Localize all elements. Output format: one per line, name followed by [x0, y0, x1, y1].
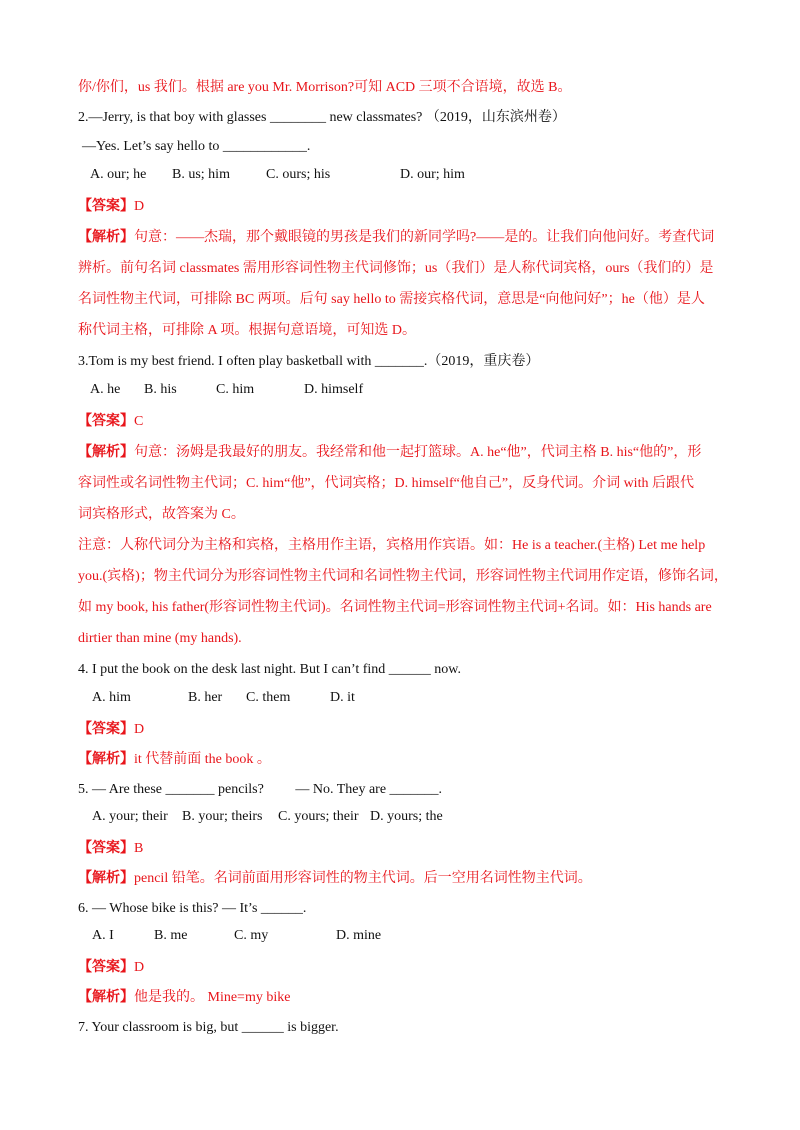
q5-option-a: A. your; their [92, 809, 168, 824]
analysis-label: 【解析】 [78, 230, 134, 245]
q3-analysis-line-3: 词宾格形式，故答案为 C。 [78, 507, 245, 522]
q4-option-b: B. her [188, 690, 223, 705]
q5-stem-line-1: 5. — Are these _______ pencils? — No. They are _______. [78, 782, 443, 797]
q2-stem-line-2: —Yes. Let’s say hello to ____________. [82, 139, 311, 154]
q3-stem-line-1: 3.Tom is my best friend. I often play basketball with _______.（2019，重庆卷） [78, 354, 540, 369]
q3-analysis-text-1: 句意：汤姆是我最好的朋友。我经常和他一起打篮球。A. he“他”，代词主格 B. his“他的”，形 [134, 445, 702, 460]
analysis-label: 【解析】 [78, 752, 134, 767]
q2-option-d: D. our; him [400, 167, 465, 182]
q4-analysis-line-1 [78, 750, 271, 770]
q6-answer-value: D [134, 960, 145, 975]
q3-analysis-line-1 [78, 443, 701, 463]
q3-note-line-3: 如 my book, his father(形容词性物主代词)。名词性物主代词=形容词性物主代词+名词。如：His hands are [78, 600, 712, 615]
q2-analysis-line-3: 名词性物主代词，可排除 BC 两项。后句 say hello to 需接宾格代词，意思是“向他问好”；he（他）是人 [78, 292, 705, 307]
answer-label: 【答案】 [78, 960, 134, 975]
q2-answer [78, 197, 144, 217]
answer-label: 【答案】 [78, 722, 134, 737]
q3-note-line-4: dirtier than mine (my hands). [78, 631, 242, 646]
answer-label: 【答案】 [78, 841, 134, 856]
answer-label: 【答案】 [78, 414, 134, 429]
q7-stem-line-1: 7. Your classroom is big, but ______ is bigger. [78, 1020, 339, 1035]
q2-option-b: B. us; him [172, 167, 230, 182]
q6-option-b: B. me [154, 928, 188, 943]
q2-analysis-line-2: 辨析。前句名词 classmates 需用形容词性物主代词修饰；us（我们）是人称代词宾格，ours（我们的）是 [78, 261, 714, 276]
analysis-label: 【解析】 [78, 990, 134, 1005]
q6-answer [78, 958, 144, 978]
q4-stem-line-1: 4. I put the book on the desk last night. But I can’t find ______ now. [78, 662, 462, 677]
q5-answer [78, 839, 143, 859]
q2-analysis-line-1 [78, 228, 714, 248]
q3-answer [78, 412, 143, 432]
q4-analysis-text-1: it 代替前面 the book 。 [134, 752, 271, 767]
q5-option-b: B. your; theirs [182, 809, 263, 824]
q3-option-a: A. he [90, 382, 121, 397]
analysis-label: 【解析】 [78, 871, 134, 886]
q4-option-d: D. it [330, 690, 355, 705]
q6-analysis-line-1 [78, 988, 290, 1008]
q2-analysis-line-4: 称代词主格，可排除 A 项。根据句意语境，可知选 D。 [78, 323, 416, 338]
q2-option-a: A. our; he [90, 167, 147, 182]
q4-answer [78, 720, 144, 740]
answer-label: 【答案】 [78, 199, 134, 214]
q5-option-c: C. yours; their [278, 809, 359, 824]
q4-answer-value: D [134, 722, 145, 737]
q6-option-d: D. mine [336, 928, 382, 943]
q3-option-b: B. his [144, 382, 177, 397]
analysis-label: 【解析】 [78, 445, 134, 460]
intro-analysis-line: 你/你们，us 我们。根据 are you Mr. Morrison?可知 ACD 三项不合语境，故选 B。 [78, 80, 572, 95]
q3-answer-value: C [134, 414, 144, 429]
q5-option-d: D. yours; the [370, 809, 443, 824]
q3-option-c: C. him [216, 382, 255, 397]
q2-stem-line-1: 2.—Jerry, is that boy with glasses ________ new classmates? （2019，山东滨州卷） [78, 110, 566, 125]
q2-answer-value: D [134, 199, 145, 214]
q3-note-line-1: 注意：人称代词分为主格和宾格，主格用作主语，宾格用作宾语。如：He is a teacher.(主格) Let me help [78, 538, 706, 553]
q3-note-line-2: you.(宾格)；物主代词分为形容词性物主代词和名词性物主代词，形容词性物主代词用作定语，修饰名词， [78, 569, 728, 584]
q4-option-c: C. them [246, 690, 291, 705]
q5-analysis-line-1 [78, 869, 592, 889]
q6-option-a: A. I [92, 928, 114, 943]
q6-stem-line-1: 6. — Whose bike is this? — It’s ______. [78, 901, 307, 916]
q3-option-d: D. himself [304, 382, 364, 397]
q3-analysis-line-2: 容词性或名词性物主代词；C. him“他”，代词宾格；D. himself“他自己”，反身代词。介词 with 后跟代 [78, 476, 694, 491]
q2-option-c: C. ours; his [266, 167, 331, 182]
q5-answer-value: B [134, 841, 144, 856]
q6-analysis-text-1: 他是我的。 Mine=my bike [134, 990, 291, 1005]
q6-option-c: C. my [234, 928, 269, 943]
q4-option-a: A. him [92, 690, 131, 705]
q2-analysis-text-1: 句意：——杰瑞，那个戴眼镜的男孩是我们的新同学吗?——是的。让我们向他问好。考查代词 [134, 230, 715, 245]
q5-analysis-text-1: pencil 铅笔。名词前面用形容词性的物主代词。后一空用名词性物主代词。 [134, 871, 592, 886]
